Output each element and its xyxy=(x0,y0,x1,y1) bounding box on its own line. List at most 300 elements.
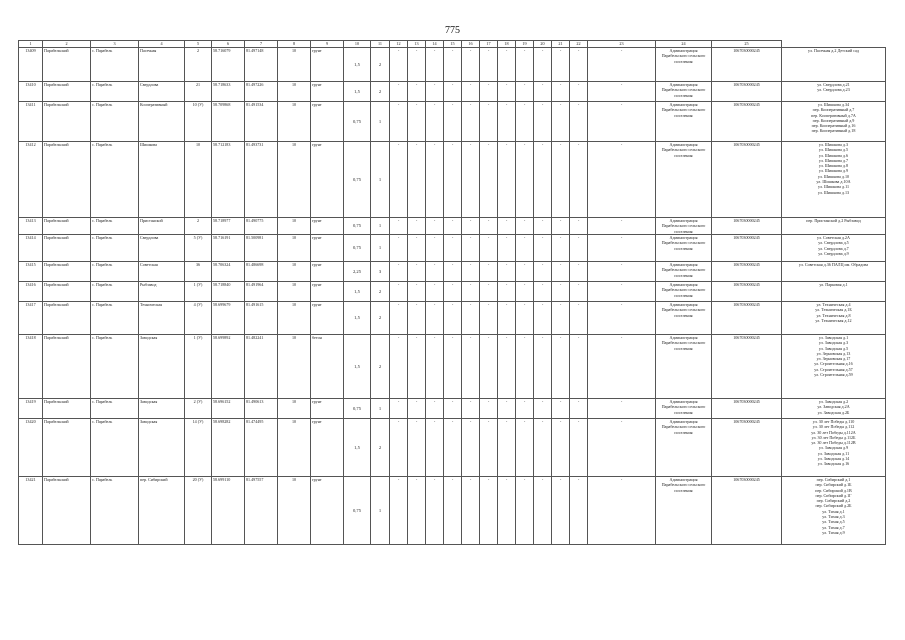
cell-dash: - xyxy=(516,142,534,218)
cell-dash: - xyxy=(444,477,462,545)
cell-dash: - xyxy=(498,282,516,302)
cell-dash: - xyxy=(426,262,444,282)
cell-lat: 58.699892 xyxy=(212,335,245,399)
cell-dash: - xyxy=(426,102,444,142)
address-line: ул. Строительная д.59 xyxy=(814,372,853,378)
cell-dash: - xyxy=(516,282,534,302)
cell-dash: - xyxy=(480,282,498,302)
cell-area: 1,5 xyxy=(344,302,371,335)
cell-dash: - xyxy=(408,419,426,477)
cell-type: грунт xyxy=(311,262,344,282)
cell-house: 5 (У) xyxy=(185,235,212,262)
cell-lat: 58.706324 xyxy=(212,262,245,282)
address-line: ул. Заводская д.1 xyxy=(818,335,849,340)
table-row xyxy=(19,399,886,419)
cell-dash: - xyxy=(426,302,444,335)
table-row xyxy=(19,82,886,102)
cell-locality: с. Парабель xyxy=(91,142,139,218)
cell-owner: Администрация Парабельского сельского поселения xyxy=(656,48,712,82)
cell-area: 0,75 xyxy=(344,218,371,235)
cell-id: 13414 xyxy=(19,235,43,262)
cell-owner: Администрация Парабельского сельского поселения xyxy=(656,302,712,335)
cell-dash: - xyxy=(462,399,480,419)
header-cell: 2 xyxy=(43,41,91,48)
cell-locality: с. Парабель xyxy=(91,335,139,399)
cell-dash: - xyxy=(570,235,588,262)
table-row xyxy=(19,335,886,399)
cell-id: 13420 xyxy=(19,419,43,477)
address-line: ул. Заводская д.16 xyxy=(817,461,850,467)
cell-dash: - xyxy=(516,399,534,419)
cell-street: Свердлова xyxy=(139,235,185,262)
cell-id: 13409 xyxy=(19,48,43,82)
cell-dash: - xyxy=(516,218,534,235)
cell-locality: с. Парабель xyxy=(91,477,139,545)
cell-dash: - xyxy=(408,82,426,102)
cell-district: Парабельский xyxy=(43,48,91,82)
header-cell: 7 xyxy=(245,41,278,48)
cell-dash: - xyxy=(534,142,552,218)
address-line: ул. Техническая д.4 xyxy=(816,302,851,307)
address-line: ул. Техническая д.1Б xyxy=(815,307,852,313)
cell-dash: - xyxy=(534,102,552,142)
cell-street: Пасечная xyxy=(139,48,185,82)
cell-house: 10 xyxy=(185,142,212,218)
cell-dash: - xyxy=(390,218,408,235)
cell-locality: с. Парабель xyxy=(91,82,139,102)
cell-inn: 1067030000245 xyxy=(712,218,782,235)
cell-addresses xyxy=(782,262,886,282)
address-line: ул. Техническая д.8 xyxy=(816,312,851,318)
cell-dash: - xyxy=(552,235,570,262)
cell-dash: - xyxy=(498,235,516,262)
cell-addresses xyxy=(782,48,886,82)
address-line: ул. 30 лет Победы д.112В xyxy=(811,440,856,446)
cell-lat: 58.718840 xyxy=(212,282,245,302)
cell-dash: - xyxy=(570,335,588,399)
cell-dash: - xyxy=(498,82,516,102)
cell-id: 13412 xyxy=(19,142,43,218)
cell-house: 1 (У) xyxy=(185,335,212,399)
cell-dash: - xyxy=(552,142,570,218)
cell-area: 0,75 xyxy=(344,235,371,262)
address-line: пер. Кооперативный д.7А xyxy=(811,112,856,118)
cell-dash: - xyxy=(408,302,426,335)
cell-dash: - xyxy=(444,142,462,218)
cell-dash: - xyxy=(534,419,552,477)
cell-owner: Администрация Парабельского сельского поселения xyxy=(656,399,712,419)
cell-count: 2 xyxy=(371,419,390,477)
cell-area: 0,75 xyxy=(344,102,371,142)
cell-id: 13413 xyxy=(19,218,43,235)
cell-inn: 1067030000245 xyxy=(712,335,782,399)
cell-dash: - xyxy=(516,262,534,282)
cell-addresses xyxy=(782,399,886,419)
cell-dash: - xyxy=(408,48,426,82)
table-row xyxy=(19,302,886,335)
cell-lat: 58.718977 xyxy=(212,218,245,235)
cell-dash: - xyxy=(480,102,498,142)
cell-owner: Администрация Парабельского сельского поселения xyxy=(656,335,712,399)
cell-dash: - xyxy=(390,419,408,477)
cell-dash: - xyxy=(498,419,516,477)
header-cell: 18 xyxy=(498,41,516,48)
cell-dash: - xyxy=(462,335,480,399)
cell-dash: - xyxy=(426,82,444,102)
address-line: ул. Заводская д.3 xyxy=(818,340,849,346)
cell-dash: - xyxy=(498,102,516,142)
cell-lon: 81.491964 xyxy=(245,282,278,302)
cell-district: Парабельский xyxy=(43,82,91,102)
cell-dash: - xyxy=(588,48,656,82)
cell-dash: - xyxy=(534,82,552,102)
cell-locality: с. Парабель xyxy=(91,235,139,262)
cell-dash: - xyxy=(552,399,570,419)
cell-dash: - xyxy=(552,282,570,302)
cell-lat: 58.716191 xyxy=(212,235,245,262)
table-row xyxy=(19,262,886,282)
table-row xyxy=(19,419,886,477)
cell-id: 13416 xyxy=(19,282,43,302)
cell-inn: 1067030000245 xyxy=(712,142,782,218)
address-line: ул. 30 лет Победы д.112А xyxy=(811,429,856,435)
cell-dash: - xyxy=(480,218,498,235)
cell-house: 21 xyxy=(185,82,212,102)
header-cell: 23 xyxy=(588,41,656,48)
address-line: ул. Шишкова д.5 xyxy=(818,147,849,153)
cell-dash: - xyxy=(570,419,588,477)
cell-dash: - xyxy=(462,142,480,218)
cell-dash: - xyxy=(408,235,426,262)
cell-dash: - xyxy=(390,82,408,102)
cell-street: Рыбзавод xyxy=(139,282,185,302)
cell-inn: 1067030000245 xyxy=(712,282,782,302)
address-line: ул. Свердлова д.9 xyxy=(818,250,849,256)
cell-locality: с. Парабель xyxy=(91,282,139,302)
cell-dash: - xyxy=(516,335,534,399)
table-row xyxy=(19,142,886,218)
cell-dash: - xyxy=(588,282,656,302)
cell-dash: - xyxy=(480,142,498,218)
cell-dash: - xyxy=(534,302,552,335)
cell-dash: - xyxy=(534,48,552,82)
cell-count: 1 xyxy=(371,235,390,262)
cell-dash: - xyxy=(588,419,656,477)
cell-dash: - xyxy=(552,82,570,102)
address-line: пер. Сибирский д.1Б xyxy=(815,482,852,488)
cell-count: 2 xyxy=(371,335,390,399)
header-cell: 24 xyxy=(656,41,712,48)
cell-id: 13418 xyxy=(19,335,43,399)
cell-street: Пристанской xyxy=(139,218,185,235)
cell-lon: 81.490613 xyxy=(245,399,278,419)
cell-addresses xyxy=(782,302,886,335)
cell-locality: с. Парабель xyxy=(91,218,139,235)
address-line: ул. Шишкова д.10А xyxy=(816,179,851,185)
cell-id: 13411 xyxy=(19,102,43,142)
cell-lon: 81.493731 xyxy=(245,142,278,218)
cell-area: 0,75 xyxy=(344,399,371,419)
cell-lon: 81.491615 xyxy=(245,302,278,335)
address-line: ул. Тихая д.9 xyxy=(822,529,845,535)
cell-dash: - xyxy=(480,399,498,419)
address-line: ул. Советская д.2А xyxy=(817,235,850,240)
address-line: ул. Советская д.36 ПАЛЦ им. Обрадова xyxy=(798,262,869,267)
cell-addresses xyxy=(782,142,886,218)
cell-dash: - xyxy=(552,48,570,82)
cell-dash: - xyxy=(552,302,570,335)
cell-area: 0,75 xyxy=(344,477,371,545)
cell-dash: - xyxy=(408,399,426,419)
header-cell: 20 xyxy=(534,41,552,48)
cell-dash: - xyxy=(534,218,552,235)
cell-type: грунт xyxy=(311,419,344,477)
cell-owner: Администрация Парабельского сельского поселения xyxy=(656,262,712,282)
cell-district: Парабельский xyxy=(43,419,91,477)
cell-dash: - xyxy=(444,262,462,282)
address-line: ул. Тихая д.7 xyxy=(822,524,845,530)
cell-house: 2 (У) xyxy=(185,399,212,419)
cell-dash: - xyxy=(408,142,426,218)
header-cell: 9 xyxy=(311,41,344,48)
cell-inn: 1067030000245 xyxy=(712,235,782,262)
cell-dash: - xyxy=(408,262,426,282)
address-line: ул. Пасечная д.2 Детский сад xyxy=(808,48,859,53)
cell-dash: - xyxy=(444,102,462,142)
cell-addresses xyxy=(782,335,886,399)
cell-locality: с. Парабель xyxy=(91,102,139,142)
cell-lat: 58.718633 xyxy=(212,82,245,102)
cell-dash: - xyxy=(516,419,534,477)
registry-table xyxy=(18,40,886,545)
cell-dash: - xyxy=(426,142,444,218)
cell-dash: - xyxy=(552,335,570,399)
header-cell: 21 xyxy=(552,41,570,48)
cell-house: 36 xyxy=(185,262,212,282)
cell-dash: - xyxy=(408,102,426,142)
cell-owner: Администрация Парабельского сельского поселения xyxy=(656,235,712,262)
cell-dash: - xyxy=(444,235,462,262)
cell-surface: 10 xyxy=(278,102,311,142)
cell-surface: 10 xyxy=(278,82,311,102)
address-line: ул. Строительная д.57 xyxy=(814,366,853,372)
cell-dash: - xyxy=(588,302,656,335)
cell-locality: с. Парабель xyxy=(91,419,139,477)
address-line: ул. Заводская д.2 xyxy=(818,399,849,404)
cell-dash: - xyxy=(552,102,570,142)
cell-addresses xyxy=(782,282,886,302)
cell-lon: 81.490775 xyxy=(245,218,278,235)
cell-dash: - xyxy=(462,235,480,262)
cell-house: 20 (У) xyxy=(185,477,212,545)
cell-id: 13421 xyxy=(19,477,43,545)
address-line: ул. Шишкова д.13 xyxy=(817,189,850,195)
header-cell: 13 xyxy=(408,41,426,48)
cell-count: 1 xyxy=(371,218,390,235)
cell-dash: - xyxy=(390,399,408,419)
cell-house: 1 (У) xyxy=(185,282,212,302)
cell-owner: Администрация Парабельского сельского поселения xyxy=(656,419,712,477)
cell-district: Парабельский xyxy=(43,235,91,262)
cell-street: пер. Сибирский xyxy=(139,477,185,545)
table-row xyxy=(19,48,886,82)
address-line: ул. Заводская д.11 xyxy=(817,450,850,456)
cell-lon: 81.500981 xyxy=(245,235,278,262)
cell-id: 13417 xyxy=(19,302,43,335)
cell-type: грунт xyxy=(311,82,344,102)
address-line: ул. Шишкова д.34 xyxy=(817,102,850,107)
cell-dash: - xyxy=(570,262,588,282)
cell-lat: 58.696152 xyxy=(212,399,245,419)
cell-dash: - xyxy=(390,235,408,262)
header-cell: 11 xyxy=(371,41,390,48)
cell-inn: 1067030000245 xyxy=(712,419,782,477)
header-cell: 4 xyxy=(139,41,185,48)
cell-type: грунт xyxy=(311,218,344,235)
cell-count: 1 xyxy=(371,102,390,142)
cell-owner: Администрация Парабельского сельского поселения xyxy=(656,477,712,545)
cell-surface: 10 xyxy=(278,399,311,419)
cell-dash: - xyxy=(444,419,462,477)
cell-type: грунт xyxy=(311,235,344,262)
cell-dash: - xyxy=(516,102,534,142)
cell-dash: - xyxy=(444,48,462,82)
cell-inn: 1067030000245 xyxy=(712,102,782,142)
cell-dash: - xyxy=(498,48,516,82)
cell-dash: - xyxy=(390,302,408,335)
cell-dash: - xyxy=(480,235,498,262)
cell-id: 13419 xyxy=(19,399,43,419)
cell-inn: 1067030000245 xyxy=(712,302,782,335)
cell-dash: - xyxy=(408,282,426,302)
cell-owner: Администрация Парабельского сельского поселения xyxy=(656,142,712,218)
cell-dash: - xyxy=(390,282,408,302)
cell-dash: - xyxy=(588,477,656,545)
cell-lat: 58.698282 xyxy=(212,419,245,477)
header-cell: 17 xyxy=(480,41,498,48)
table-row xyxy=(19,235,886,262)
address-line: ул. Шишкова д.9 xyxy=(818,168,849,174)
cell-dash: - xyxy=(588,262,656,282)
cell-area: 1,5 xyxy=(344,419,371,477)
cell-type: грунт xyxy=(311,477,344,545)
cell-locality: с. Парабель xyxy=(91,48,139,82)
cell-dash: - xyxy=(570,142,588,218)
address-line: ул. Заводская д.14 xyxy=(817,456,850,462)
header-cell: 3 xyxy=(91,41,139,48)
header-cell: 19 xyxy=(516,41,534,48)
cell-count: 2 xyxy=(371,302,390,335)
cell-dash: - xyxy=(462,282,480,302)
cell-area: 1,5 xyxy=(344,282,371,302)
cell-area: 1,5 xyxy=(344,48,371,82)
cell-house: 4 (У) xyxy=(185,302,212,335)
cell-lat: 58.716079 xyxy=(212,48,245,82)
cell-owner: Администрация Парабельского сельского поселения xyxy=(656,102,712,142)
cell-dash: - xyxy=(426,399,444,419)
cell-dash: - xyxy=(552,262,570,282)
cell-street: Заводская xyxy=(139,399,185,419)
cell-surface: 10 xyxy=(278,262,311,282)
cell-house: 2 xyxy=(185,48,212,82)
cell-dash: - xyxy=(444,218,462,235)
cell-dash: - xyxy=(588,235,656,262)
cell-district: Парабельский xyxy=(43,218,91,235)
cell-dash: - xyxy=(480,419,498,477)
cell-dash: - xyxy=(462,48,480,82)
table-row xyxy=(19,218,886,235)
cell-street: Свердлова xyxy=(139,82,185,102)
cell-dash: - xyxy=(480,302,498,335)
cell-id: 13410 xyxy=(19,82,43,102)
address-line: ул. Шишкова д.3 xyxy=(818,142,849,147)
cell-street: Кооперативный xyxy=(139,102,185,142)
cell-inn: 1067030000245 xyxy=(712,82,782,102)
cell-dash: - xyxy=(444,302,462,335)
cell-count: 2 xyxy=(371,48,390,82)
cell-district: Парабельский xyxy=(43,335,91,399)
header-cell: 10 xyxy=(344,41,371,48)
header-row xyxy=(19,41,886,48)
cell-lon: 81.486698 xyxy=(245,262,278,282)
cell-dash: - xyxy=(498,262,516,282)
cell-count: 1 xyxy=(371,142,390,218)
cell-dash: - xyxy=(480,82,498,102)
cell-dash: - xyxy=(444,82,462,102)
cell-dash: - xyxy=(426,477,444,545)
cell-dash: - xyxy=(588,218,656,235)
header-cell: 25 xyxy=(712,41,782,48)
cell-inn: 1067030000245 xyxy=(712,399,782,419)
cell-street: Советская xyxy=(139,262,185,282)
address-line: ул. Зерновская д.17 xyxy=(816,356,851,362)
table-row xyxy=(19,102,886,142)
cell-lat: 58.699110 xyxy=(212,477,245,545)
address-line: ул. Строительная д.16 xyxy=(814,361,853,367)
cell-street: Заводская xyxy=(139,419,185,477)
cell-dash: - xyxy=(570,477,588,545)
cell-addresses xyxy=(782,82,886,102)
cell-surface: 10 xyxy=(278,142,311,218)
cell-street: Заводская xyxy=(139,335,185,399)
cell-locality: с. Парабель xyxy=(91,399,139,419)
address-line: пер. Сибирский д.1В xyxy=(815,487,852,493)
cell-locality: с. Парабель xyxy=(91,262,139,282)
cell-street: Техническая xyxy=(139,302,185,335)
cell-district: Парабельский xyxy=(43,102,91,142)
cell-surface: 10 xyxy=(278,477,311,545)
address-line: ул. Тихая д.5 xyxy=(822,519,845,525)
cell-id: 13415 xyxy=(19,262,43,282)
cell-dash: - xyxy=(570,302,588,335)
cell-dash: - xyxy=(570,399,588,419)
cell-lon: 81.497226 xyxy=(245,82,278,102)
cell-house: 2 xyxy=(185,218,212,235)
cell-lat: 58.709868 xyxy=(212,102,245,142)
cell-dash: - xyxy=(462,477,480,545)
address-line: ул. Шишкова д.6 xyxy=(818,152,849,158)
cell-dash: - xyxy=(390,48,408,82)
header-cell: 8 xyxy=(278,41,311,48)
cell-dash: - xyxy=(498,142,516,218)
address-line: пер. Кооперативный д.7 xyxy=(812,107,855,113)
address-line: пер. Кооперативный д.18 xyxy=(811,128,856,134)
table-row xyxy=(19,282,886,302)
cell-dash: - xyxy=(570,48,588,82)
cell-dash: - xyxy=(588,102,656,142)
cell-surface: 10 xyxy=(278,282,311,302)
cell-inn: 1067030000245 xyxy=(712,477,782,545)
